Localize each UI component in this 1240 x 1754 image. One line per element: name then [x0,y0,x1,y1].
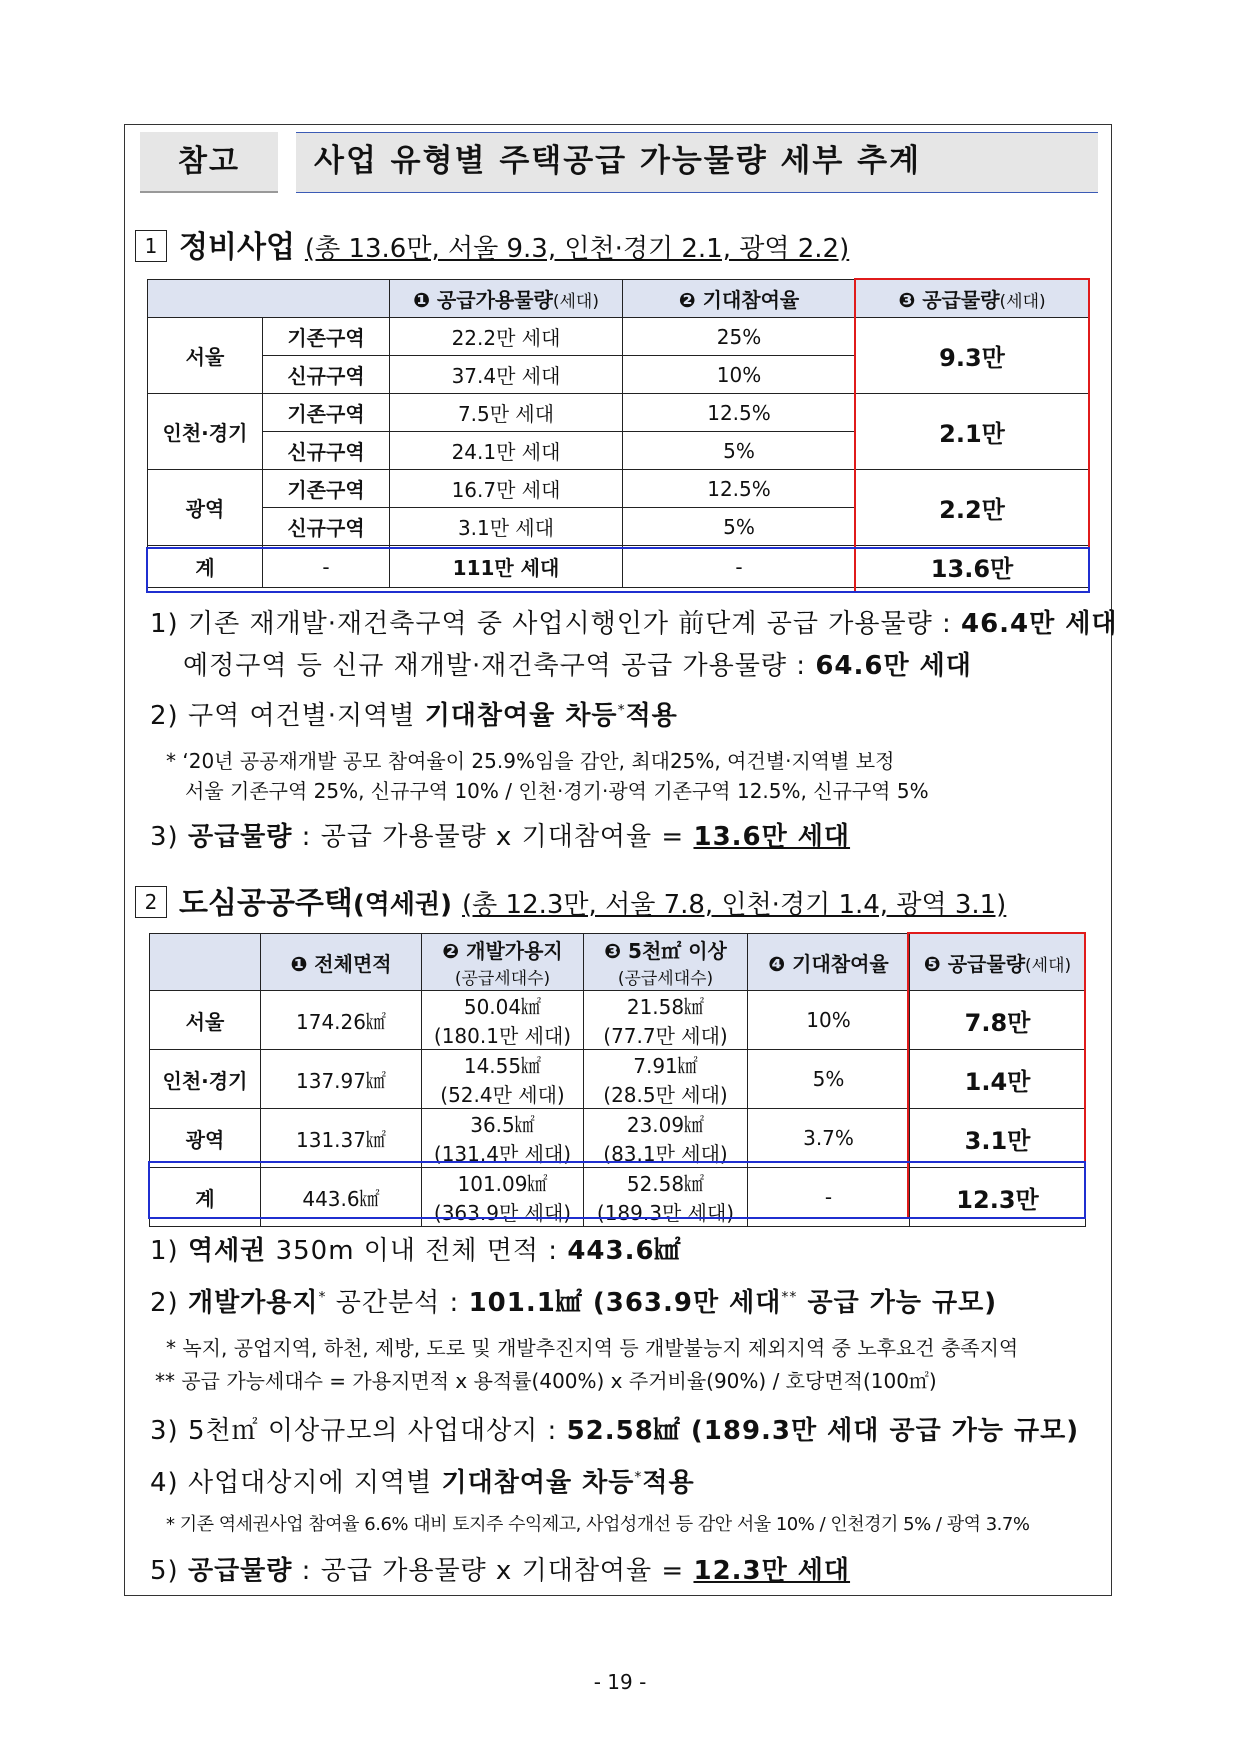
rate-cell: 10% [748,991,910,1050]
supply-cell: 2.1만 [856,394,1089,470]
total-supply: 13.6만 [856,546,1089,588]
rate-cell: 5% [623,432,856,470]
zone-cell: 신규구역 [263,432,390,470]
rate-cell: 10% [623,356,856,394]
supply-cell: 3.1만 [910,1109,1086,1168]
region-cell: 인천·경기 [150,1050,261,1109]
volume-cell: 22.2만 세대 [390,318,623,356]
zone-cell: 신규구역 [263,356,390,394]
volume-cell: 37.4만 세대 [390,356,623,394]
s1-note-1: 1) 기존 재개발·재건축구역 중 사업시행인가 前단계 공급 가용물량 : 46.4만 세대 [150,609,1118,639]
rate-cell: 12.5% [623,470,856,508]
col-header-dev: ❷ 개발가용지 (공급세대수) [422,934,584,991]
rate-cell: 5% [623,508,856,546]
supply-cell: 7.8만 [910,991,1086,1050]
zone-cell: 기존구역 [263,318,390,356]
region-cell: 서울 [148,318,263,394]
total-label: 계 [148,546,263,588]
total-highlight-box [148,1161,1086,1219]
col-header-supply: ❸ 공급물량(세대) [856,280,1089,318]
s1-note-1b: 예정구역 등 신규 재개발·재건축구역 공급 가용물량 : 64.6만 세대 [183,651,972,681]
section2-title: 도심공공주택(역세권) [179,886,453,921]
area-cell: 131.37㎢ [261,1109,422,1168]
reference-tag: 참고 [140,132,278,193]
total-rate: - [623,546,856,588]
col-header-supply: ❺ 공급물량(세대) [910,934,1086,991]
page-number: - 19 - [593,1670,647,1694]
dev-cell: 36.5㎢ (131.4만 세대) [422,1109,584,1168]
s2-star-2: ** 공급 가능세대수 = 가용지면적 x 용적률(400%) x 주거비율(90%) / 호당면적(100㎡) [155,1369,937,1393]
region-cell: 광역 [150,1109,261,1168]
total-volume: 111만 세대 [390,546,623,588]
volume-cell: 16.7만 세대 [390,470,623,508]
supply-cell: 2.2만 [856,470,1089,546]
total-area: 443.6㎢ [261,1168,422,1227]
zone-cell: 기존구역 [263,470,390,508]
big-cell: 7.91㎢ (28.5만 세대) [584,1050,748,1109]
s2-star-3: * 기존 역세권사업 참여율 6.6% 대비 토지주 수익제고, 사업성개선 등 감안 서울 10% / 인천경기 5% / 광역 3.7% [166,1514,1030,1535]
volume-cell: 24.1만 세대 [390,432,623,470]
s2-note-1: 1) 역세권 350m 이내 전체 면적 : 443.6㎢ [150,1236,682,1266]
total-dev: 101.09㎢ (363.9만 세대) [422,1168,584,1227]
s2-note-4: 4) 사업대상지에 지역별 기대참여율 차등*적용 [150,1468,695,1498]
section1-heading [135,222,850,265]
area-cell: 174.26㎢ [261,991,422,1050]
col-header-area: ❶ 전체면적 [261,934,422,991]
big-cell: 23.09㎢ (83.1만 세대) [584,1109,748,1168]
col-header-rate: ❹ 기대참여율 [748,934,910,991]
rate-cell: 12.5% [623,394,856,432]
section2-summary: (총 12.3만, 서울 7.8, 인천·경기 1.4, 광역 3.1) [462,890,1007,920]
region-cell: 서울 [150,991,261,1050]
zone-cell: 신규구역 [263,508,390,546]
supply-cell: 9.3만 [856,318,1089,394]
supply-cell: 1.4만 [910,1050,1086,1109]
volume-cell: 3.1만 세대 [390,508,623,546]
section1-summary: (총 13.6만, 서울 9.3, 인천·경기 2.1, 광역 2.2) [304,234,850,264]
area-cell: 137.97㎢ [261,1050,422,1109]
total-big: 52.58㎢ (189.3만 세대) [584,1168,748,1227]
s1-star-2: 서울 기존구역 25%, 신규구역 10% / 인천·경기·광역 기존구역 12.5%, 신규구역 5% [185,779,929,803]
big-cell: 21.58㎢ (77.7만 세대) [584,991,748,1050]
total-supply: 12.3만 [910,1168,1086,1227]
rate-cell: 3.7% [748,1109,910,1168]
page-title: 사업 유형별 주택공급 가능물량 세부 추계 [296,132,1098,193]
region-cell: 인천·경기 [148,394,263,470]
volume-cell: 7.5만 세대 [390,394,623,432]
header-empty [150,934,261,991]
s2-star-1: * 녹지, 공업지역, 하천, 제방, 도로 및 개발추진지역 등 개발불능지 제외지역 중 노후요건 충족지역 [166,1336,1019,1360]
s1-note-2: 2) 구역 여건별·지역별 기대참여율 차등*적용 [150,701,678,731]
section2-number: 2 [135,886,167,918]
total-rate: - [748,1168,910,1227]
col-header-big: ❸ 5천㎡ 이상 (공급세대수) [584,934,748,991]
zone-cell: 기존구역 [263,394,390,432]
region-cell: 광역 [148,470,263,546]
rate-cell: 5% [748,1050,910,1109]
s2-note-5: 5) 공급물량 : 공급 가용물량 x 기대참여율 = 12.3만 세대 [150,1556,851,1586]
total-label: 계 [150,1168,261,1227]
dev-cell: 14.55㎢ (52.4만 세대) [422,1050,584,1109]
s2-note-3: 3) 5천㎡ 이상규모의 사업대상지 : 52.58㎢ (189.3만 세대 공급 가능 규모) [150,1416,1080,1446]
dev-cell: 50.04㎢ (180.1만 세대) [422,991,584,1050]
section1-number: 1 [135,230,167,262]
total-zone: - [263,546,390,588]
col-header-rate: ❷ 기대참여율 [623,280,856,318]
rate-cell: 25% [623,318,856,356]
section2-heading [135,878,1007,921]
s2-note-2: 2) 개발가용지* 공간분석 : 101.1㎢ (363.9만 세대** 공급 가능 규모) [150,1288,998,1318]
col-header-volume: ❶ 공급가용물량(세대) [390,280,623,318]
total-highlight-box [146,547,1090,593]
header-empty [148,280,390,318]
supply-highlight-box [854,278,1090,593]
section1-title: 정비사업 [179,230,295,265]
s1-star-1: * ‘20년 공공재개발 공모 참여율이 25.9%임을 감안, 최대25%, 여건별·지역별 보정 [166,749,895,773]
s1-note-3: 3) 공급물량 : 공급 가용물량 x 기대참여율 = 13.6만 세대 [150,822,851,852]
